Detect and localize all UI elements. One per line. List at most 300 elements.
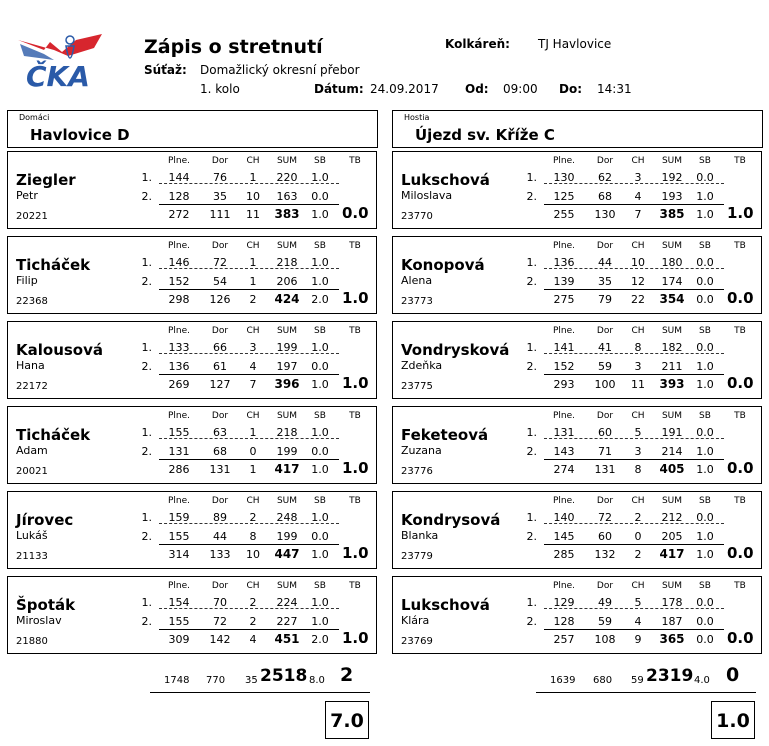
r1-cell: 5 bbox=[634, 596, 642, 609]
row-number: 2. bbox=[526, 275, 537, 288]
r2-cell: 72 bbox=[213, 615, 227, 628]
column-header: CH bbox=[631, 496, 645, 506]
column-header: SB bbox=[699, 326, 711, 336]
tot-cell: 108 bbox=[594, 633, 616, 646]
row-number: 2. bbox=[526, 360, 537, 373]
total-divider bbox=[544, 374, 724, 375]
tot-cell: 309 bbox=[168, 633, 190, 646]
home-total-plne: 1748 bbox=[164, 675, 190, 686]
r2-cell: 10 bbox=[246, 190, 260, 203]
column-header: SB bbox=[314, 241, 326, 251]
tot-cell: 293 bbox=[553, 378, 575, 391]
tot-cell: 257 bbox=[553, 633, 575, 646]
logo bbox=[14, 30, 106, 92]
tot-cell: 255 bbox=[553, 208, 575, 221]
r1-cell: 180 bbox=[661, 256, 683, 269]
tot-cell: 22 bbox=[631, 293, 645, 306]
r2-cell: 128 bbox=[168, 190, 190, 203]
r2-cell: 214 bbox=[661, 445, 683, 458]
column-header: TB bbox=[734, 241, 746, 251]
player-tb: 0.0 bbox=[727, 544, 754, 562]
player-tb: 0.0 bbox=[342, 204, 369, 222]
tot-cell: 1 bbox=[249, 463, 257, 476]
r1-cell: 199 bbox=[276, 341, 298, 354]
player-tb: 1.0 bbox=[342, 374, 369, 392]
r1-cell: 224 bbox=[276, 596, 298, 609]
player-surname: Kalousová bbox=[16, 341, 104, 359]
away-player-card bbox=[392, 576, 762, 654]
total-divider bbox=[159, 204, 339, 205]
r1-cell: 159 bbox=[168, 511, 190, 524]
r1-cell: 1.0 bbox=[311, 256, 329, 269]
od-label: Od: bbox=[465, 82, 489, 96]
r1-cell: 0.0 bbox=[696, 256, 714, 269]
tot-cell: 447 bbox=[274, 547, 300, 561]
column-header: TB bbox=[349, 241, 361, 251]
tot-cell: 111 bbox=[209, 208, 231, 221]
column-header: SB bbox=[699, 156, 711, 166]
player-id: 23776 bbox=[401, 466, 433, 477]
r2-cell: 35 bbox=[598, 275, 612, 288]
r2-cell: 131 bbox=[168, 445, 190, 458]
row-divider bbox=[159, 183, 339, 184]
r2-cell: 1.0 bbox=[696, 190, 714, 203]
home-player-card bbox=[7, 491, 377, 569]
tot-cell: 7 bbox=[634, 208, 642, 221]
player-firstname: Adam bbox=[16, 444, 48, 457]
tot-cell: 417 bbox=[659, 547, 685, 561]
column-header: CH bbox=[631, 156, 645, 166]
tot-cell: 127 bbox=[209, 378, 231, 391]
column-header: Plne. bbox=[552, 156, 576, 166]
r1-cell: 2 bbox=[634, 511, 642, 524]
row-number: 1. bbox=[526, 171, 537, 184]
tot-cell: 4 bbox=[249, 633, 257, 646]
r1-cell: 5 bbox=[634, 426, 642, 439]
column-header: Plne. bbox=[552, 496, 576, 506]
column-header: TB bbox=[734, 156, 746, 166]
r1-cell: 60 bbox=[598, 426, 612, 439]
player-firstname: Filip bbox=[16, 274, 38, 287]
column-header: SUM bbox=[276, 581, 298, 591]
column-header: Dor bbox=[211, 581, 229, 591]
r2-cell: 3 bbox=[634, 445, 642, 458]
r1-cell: 1 bbox=[249, 256, 257, 269]
column-header: Plne. bbox=[552, 326, 576, 336]
total-divider bbox=[159, 374, 339, 375]
column-header: Plne. bbox=[167, 156, 191, 166]
page-title: Zápis o stretnutí bbox=[144, 36, 323, 58]
row-divider bbox=[544, 183, 724, 184]
r1-cell: 1.0 bbox=[311, 596, 329, 609]
r2-cell: 205 bbox=[661, 530, 683, 543]
column-header: CH bbox=[631, 326, 645, 336]
r2-cell: 199 bbox=[276, 445, 298, 458]
tot-cell: 11 bbox=[246, 208, 260, 221]
r1-cell: 144 bbox=[168, 171, 190, 184]
home-total-ch: 35 bbox=[245, 675, 258, 686]
row-number: 1. bbox=[526, 511, 537, 524]
tot-cell: 2.0 bbox=[311, 293, 329, 306]
r2-cell: 136 bbox=[168, 360, 190, 373]
tot-cell: 393 bbox=[659, 377, 685, 391]
tot-cell: 451 bbox=[274, 632, 300, 646]
column-header: SB bbox=[699, 496, 711, 506]
away-total-line bbox=[536, 692, 756, 693]
do-label: Do: bbox=[559, 82, 583, 96]
r1-cell: 1.0 bbox=[311, 171, 329, 184]
player-tb: 1.0 bbox=[342, 544, 369, 562]
kolkaren-label: Kolkáreň: bbox=[445, 37, 510, 51]
row-number: 1. bbox=[526, 341, 537, 354]
player-surname: Lukschová bbox=[401, 171, 490, 189]
player-id: 23770 bbox=[401, 211, 433, 222]
player-id: 20221 bbox=[16, 211, 48, 222]
tot-cell: 365 bbox=[659, 632, 685, 646]
column-header: SB bbox=[699, 581, 711, 591]
r1-cell: 10 bbox=[631, 256, 645, 269]
player-tb: 0.0 bbox=[727, 459, 754, 477]
column-header: TB bbox=[734, 411, 746, 421]
row-number: 1. bbox=[526, 256, 537, 269]
r2-cell: 155 bbox=[168, 615, 190, 628]
away-total-tb: 0 bbox=[726, 664, 740, 686]
row-divider bbox=[544, 608, 724, 609]
r2-cell: 152 bbox=[168, 275, 190, 288]
r2-cell: 155 bbox=[168, 530, 190, 543]
row-divider bbox=[159, 523, 339, 524]
column-header: Dor bbox=[596, 326, 614, 336]
r1-cell: 136 bbox=[553, 256, 575, 269]
r2-cell: 0 bbox=[634, 530, 642, 543]
r2-cell: 0.0 bbox=[696, 275, 714, 288]
player-surname: Ziegler bbox=[16, 171, 76, 189]
total-divider bbox=[544, 459, 724, 460]
player-firstname: Miloslava bbox=[401, 189, 453, 202]
kolkaren-value: TJ Havlovice bbox=[538, 37, 612, 51]
r1-cell: 0.0 bbox=[696, 341, 714, 354]
tot-cell: 126 bbox=[209, 293, 231, 306]
player-firstname: Alena bbox=[401, 274, 433, 287]
total-divider bbox=[544, 204, 724, 205]
logo-text: ČKA bbox=[26, 60, 90, 92]
column-header: CH bbox=[246, 496, 260, 506]
r2-cell: 35 bbox=[213, 190, 227, 203]
r1-cell: 3 bbox=[634, 171, 642, 184]
r2-cell: 125 bbox=[553, 190, 575, 203]
away-team-box bbox=[392, 110, 763, 148]
tot-cell: 0.0 bbox=[696, 293, 714, 306]
tot-cell: 424 bbox=[274, 292, 300, 306]
r2-cell: 227 bbox=[276, 615, 298, 628]
tot-cell: 285 bbox=[553, 548, 575, 561]
r1-cell: 131 bbox=[553, 426, 575, 439]
column-header: Dor bbox=[596, 581, 614, 591]
r2-cell: 152 bbox=[553, 360, 575, 373]
column-header: SB bbox=[314, 156, 326, 166]
r1-cell: 76 bbox=[213, 171, 227, 184]
tot-cell: 1.0 bbox=[311, 378, 329, 391]
r2-cell: 59 bbox=[598, 360, 612, 373]
player-id: 21133 bbox=[16, 551, 48, 562]
tot-cell: 275 bbox=[553, 293, 575, 306]
row-number: 1. bbox=[141, 596, 152, 609]
r2-cell: 197 bbox=[276, 360, 298, 373]
r2-cell: 1.0 bbox=[311, 275, 329, 288]
r1-cell: 182 bbox=[661, 341, 683, 354]
player-tb: 1.0 bbox=[342, 289, 369, 307]
tot-cell: 314 bbox=[168, 548, 190, 561]
tot-cell: 269 bbox=[168, 378, 190, 391]
column-header: Plne. bbox=[167, 581, 191, 591]
total-divider bbox=[159, 459, 339, 460]
row-divider bbox=[544, 523, 724, 524]
row-number: 2. bbox=[141, 530, 152, 543]
r1-cell: 89 bbox=[213, 511, 227, 524]
r1-cell: 41 bbox=[598, 341, 612, 354]
total-divider bbox=[544, 289, 724, 290]
tot-cell: 1.0 bbox=[696, 463, 714, 476]
row-divider bbox=[544, 438, 724, 439]
r2-cell: 1.0 bbox=[311, 615, 329, 628]
row-number: 2. bbox=[526, 615, 537, 628]
kolo-value: 1. kolo bbox=[200, 82, 240, 96]
r1-cell: 1.0 bbox=[311, 511, 329, 524]
r2-cell: 0.0 bbox=[311, 360, 329, 373]
player-surname: Lukschová bbox=[401, 596, 490, 614]
tot-cell: 9 bbox=[634, 633, 642, 646]
tot-cell: 272 bbox=[168, 208, 190, 221]
column-header: Dor bbox=[211, 156, 229, 166]
r1-cell: 0.0 bbox=[696, 511, 714, 524]
column-header: Plne. bbox=[167, 411, 191, 421]
player-surname: Ticháček bbox=[16, 426, 91, 444]
r2-cell: 145 bbox=[553, 530, 575, 543]
tot-cell: 1.0 bbox=[696, 548, 714, 561]
column-header: CH bbox=[246, 156, 260, 166]
column-header: CH bbox=[246, 411, 260, 421]
away-team-name: Újezd sv. Kříže C bbox=[415, 126, 555, 144]
player-surname: Špoták bbox=[16, 596, 76, 614]
r2-cell: 0.0 bbox=[311, 445, 329, 458]
tot-cell: 7 bbox=[249, 378, 257, 391]
r2-cell: 3 bbox=[634, 360, 642, 373]
r2-cell: 1.0 bbox=[696, 445, 714, 458]
row-number: 1. bbox=[526, 596, 537, 609]
away-total-plne: 1639 bbox=[550, 675, 576, 686]
player-tb: 1.0 bbox=[342, 629, 369, 647]
r2-cell: 61 bbox=[213, 360, 227, 373]
column-header: TB bbox=[734, 326, 746, 336]
away-player-card bbox=[392, 491, 762, 569]
home-player-card bbox=[7, 406, 377, 484]
column-header: SUM bbox=[661, 581, 683, 591]
player-id: 22368 bbox=[16, 296, 48, 307]
row-divider bbox=[544, 353, 724, 354]
r2-cell: 211 bbox=[661, 360, 683, 373]
column-header: CH bbox=[631, 241, 645, 251]
r2-cell: 60 bbox=[598, 530, 612, 543]
tot-cell: 132 bbox=[594, 548, 616, 561]
r2-cell: 59 bbox=[598, 615, 612, 628]
tot-cell: 385 bbox=[659, 207, 685, 221]
r1-cell: 72 bbox=[598, 511, 612, 524]
r2-cell: 187 bbox=[661, 615, 683, 628]
r2-cell: 163 bbox=[276, 190, 298, 203]
r2-cell: 68 bbox=[598, 190, 612, 203]
r1-cell: 72 bbox=[213, 256, 227, 269]
row-number: 2. bbox=[526, 190, 537, 203]
sutaz-label: Súťaž: bbox=[144, 63, 187, 77]
r2-cell: 1.0 bbox=[696, 530, 714, 543]
tot-cell: 133 bbox=[209, 548, 231, 561]
row-number: 1. bbox=[526, 426, 537, 439]
row-number: 1. bbox=[141, 171, 152, 184]
r1-cell: 218 bbox=[276, 256, 298, 269]
column-header: SB bbox=[699, 241, 711, 251]
player-surname: Konopová bbox=[401, 256, 485, 274]
r1-cell: 2 bbox=[249, 596, 257, 609]
player-firstname: Zdeňka bbox=[401, 359, 443, 372]
r2-cell: 199 bbox=[276, 530, 298, 543]
r2-cell: 0 bbox=[249, 445, 257, 458]
home-label: Domáci bbox=[19, 113, 50, 122]
column-header: SB bbox=[314, 326, 326, 336]
r1-cell: 0.0 bbox=[696, 171, 714, 184]
r1-cell: 0.0 bbox=[696, 596, 714, 609]
total-divider bbox=[159, 629, 339, 630]
tot-cell: 1.0 bbox=[311, 463, 329, 476]
tot-cell: 405 bbox=[659, 462, 685, 476]
row-number: 2. bbox=[141, 275, 152, 288]
player-id: 23773 bbox=[401, 296, 433, 307]
r1-cell: 191 bbox=[661, 426, 683, 439]
r2-cell: 12 bbox=[631, 275, 645, 288]
r2-cell: 4 bbox=[249, 360, 257, 373]
player-surname: Ticháček bbox=[16, 256, 91, 274]
tot-cell: 298 bbox=[168, 293, 190, 306]
column-header: Plne. bbox=[552, 581, 576, 591]
r2-cell: 2 bbox=[249, 615, 257, 628]
player-firstname: Klára bbox=[401, 614, 430, 627]
home-player-card bbox=[7, 236, 377, 314]
r2-cell: 206 bbox=[276, 275, 298, 288]
r2-cell: 68 bbox=[213, 445, 227, 458]
column-header: Dor bbox=[211, 241, 229, 251]
total-divider bbox=[544, 629, 724, 630]
player-tb: 0.0 bbox=[727, 289, 754, 307]
player-tb: 0.0 bbox=[727, 374, 754, 392]
tot-cell: 286 bbox=[168, 463, 190, 476]
column-header: SB bbox=[314, 411, 326, 421]
away-total-sum: 2319 bbox=[646, 666, 694, 686]
r2-cell: 1.0 bbox=[696, 360, 714, 373]
r1-cell: 0.0 bbox=[696, 426, 714, 439]
column-header: SUM bbox=[276, 411, 298, 421]
column-header: CH bbox=[246, 326, 260, 336]
column-header: SUM bbox=[276, 326, 298, 336]
player-id: 23769 bbox=[401, 636, 433, 647]
column-header: SUM bbox=[661, 496, 683, 506]
column-header: SUM bbox=[661, 241, 683, 251]
player-surname: Kondrysová bbox=[401, 511, 501, 529]
column-header: CH bbox=[246, 581, 260, 591]
home-team-box bbox=[7, 110, 378, 148]
away-player-card bbox=[392, 321, 762, 399]
column-header: CH bbox=[631, 581, 645, 591]
row-number: 1. bbox=[141, 341, 152, 354]
player-tb: 0.0 bbox=[727, 629, 754, 647]
player-firstname: Petr bbox=[16, 189, 38, 202]
column-header: TB bbox=[349, 496, 361, 506]
column-header: Dor bbox=[596, 496, 614, 506]
r1-cell: 3 bbox=[249, 341, 257, 354]
home-total-dor: 770 bbox=[206, 675, 226, 686]
column-header: Dor bbox=[211, 496, 229, 506]
home-total-line bbox=[150, 692, 370, 693]
player-surname: Jírovec bbox=[16, 511, 74, 529]
row-divider bbox=[544, 268, 724, 269]
player-firstname: Lukáš bbox=[16, 529, 48, 542]
column-header: SB bbox=[314, 496, 326, 506]
row-number: 1. bbox=[141, 511, 152, 524]
tot-cell: 11 bbox=[631, 378, 645, 391]
home-total-sb: 8.0 bbox=[309, 675, 325, 686]
tot-cell: 1.0 bbox=[696, 208, 714, 221]
tot-cell: 2 bbox=[634, 548, 642, 561]
r1-cell: 141 bbox=[553, 341, 575, 354]
player-surname: Feketeová bbox=[401, 426, 489, 444]
total-divider bbox=[544, 544, 724, 545]
r1-cell: 130 bbox=[553, 171, 575, 184]
away-total-ch: 59 bbox=[631, 675, 644, 686]
r2-cell: 0.0 bbox=[311, 190, 329, 203]
tot-cell: 0.0 bbox=[696, 633, 714, 646]
row-divider bbox=[159, 353, 339, 354]
r1-cell: 178 bbox=[661, 596, 683, 609]
tot-cell: 131 bbox=[594, 463, 616, 476]
column-header: CH bbox=[246, 241, 260, 251]
r2-cell: 139 bbox=[553, 275, 575, 288]
away-player-card bbox=[392, 406, 762, 484]
r2-cell: 71 bbox=[598, 445, 612, 458]
r1-cell: 44 bbox=[598, 256, 612, 269]
player-id: 23775 bbox=[401, 381, 433, 392]
home-team-name: Havlovice D bbox=[30, 126, 130, 144]
column-header: Dor bbox=[211, 411, 229, 421]
r1-cell: 1 bbox=[249, 426, 257, 439]
player-firstname: Zuzana bbox=[401, 444, 442, 457]
row-number: 1. bbox=[141, 426, 152, 439]
column-header: TB bbox=[734, 581, 746, 591]
tot-cell: 274 bbox=[553, 463, 575, 476]
sutaz-value: Domažlický okresní přebor bbox=[200, 63, 360, 77]
datum-value: 24.09.2017 bbox=[370, 82, 439, 96]
r1-cell: 1.0 bbox=[311, 426, 329, 439]
home-final-score: 7.0 bbox=[325, 701, 369, 739]
row-number: 2. bbox=[526, 530, 537, 543]
r1-cell: 66 bbox=[213, 341, 227, 354]
r1-cell: 140 bbox=[553, 511, 575, 524]
away-label: Hostia bbox=[404, 113, 430, 122]
player-id: 22172 bbox=[16, 381, 48, 392]
r1-cell: 248 bbox=[276, 511, 298, 524]
tot-cell: 10 bbox=[246, 548, 260, 561]
r1-cell: 1 bbox=[249, 171, 257, 184]
away-total-dor: 680 bbox=[593, 675, 613, 686]
r1-cell: 212 bbox=[661, 511, 683, 524]
tot-cell: 142 bbox=[209, 633, 231, 646]
